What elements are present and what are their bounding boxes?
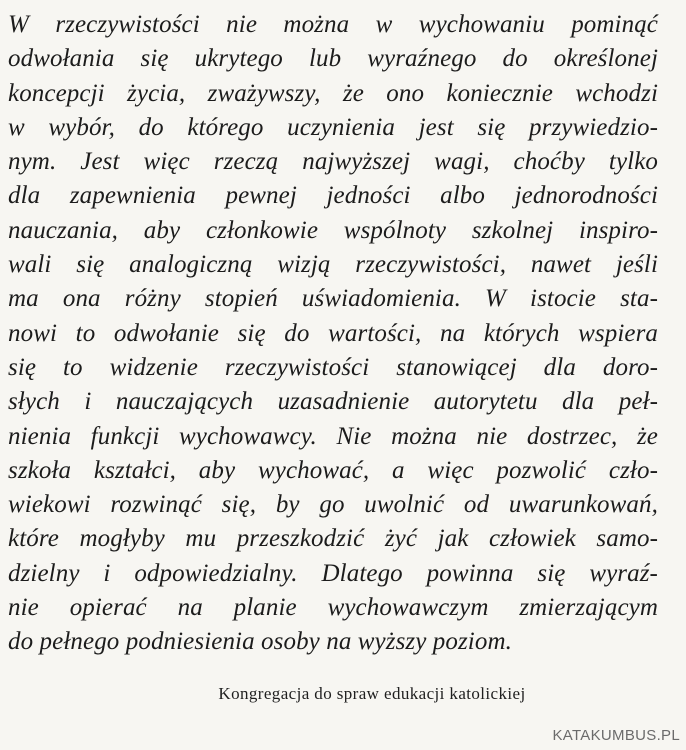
quote-line: nienia funkcji wychowawcy. Nie można nie dostrzec, że xyxy=(8,422,658,450)
quote-line: koncepcji życia, zważywszy, że ono koniecznie wchodzi xyxy=(8,79,658,107)
quote-line: dla zapewnienia pewnej jedności albo jednorodności xyxy=(8,182,658,210)
quote-text xyxy=(8,8,658,660)
quote-line: W rzeczywistości nie można w wychowaniu pominąć xyxy=(8,11,658,38)
quote-line: wiekowi rozwinąć się, by go uwolnić od uwarunkowań, xyxy=(8,491,658,519)
quote-line: które mogłyby mu przeszkodzić żyć jak człowiek samo- xyxy=(8,525,658,553)
quote-line: słych i nauczających uzasadnienie autorytetu dla peł- xyxy=(8,388,658,416)
quote-line: odwołania się ukrytego lub wyraźnego do określonej xyxy=(8,45,658,73)
quote-line: nym. Jest więc rzeczą najwyższej wagi, choćby tylko xyxy=(8,148,658,176)
quote-line: dzielny i odpowiedzialny. Dlatego powinna się wyraź- xyxy=(8,559,658,587)
quote-line: w wybór, do którego uczynienia jest się przywiedzio- xyxy=(8,113,658,141)
quote-line: wali się analogiczną wizją rzeczywistości, nawet jeśli xyxy=(8,251,658,279)
quote-line: szkoła kształci, aby wychować, a więc pozwolić czło- xyxy=(8,456,658,484)
quote-line: nauczania, aby członkowie wspólnoty szkolnej inspiro- xyxy=(8,216,658,244)
site-watermark: KATAKUMBUS.PL xyxy=(552,727,680,744)
quote-line: ma ona różny stopień uświadomienia. W istocie sta- xyxy=(8,285,658,313)
quote-line: nowi to odwołanie się do wartości, na których wspiera xyxy=(8,319,658,347)
quote-line: się to widzenie rzeczywistości stanowiącej dla doro- xyxy=(8,353,658,381)
quote-line: nie opierać na planie wychowawczym zmierzającym xyxy=(8,594,658,622)
quote-attribution: Kongregacja do spraw edukacji katolickiej xyxy=(218,684,526,703)
quote-line: do pełnego podniesienia osoby na wyższy poziom. xyxy=(8,628,512,656)
